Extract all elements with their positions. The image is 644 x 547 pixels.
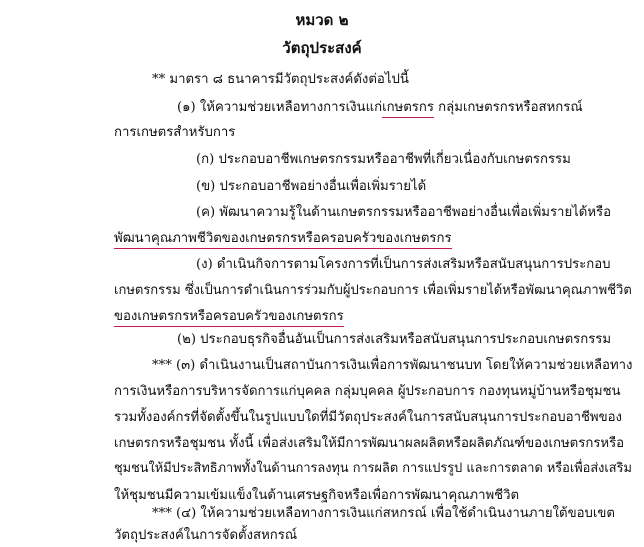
item-3-line-1: *** (๓) ดำเนินงานเป็นสถาบันการเงินเพื่อการพัฒนาชนบท โดยให้ความช่วยเหลือทาง — [152, 358, 633, 373]
item-1a: (ก) ประกอบอาชีพเกษตรกรรมหรืออาชีพที่เกี่ยวเนื่องกับเกษตรกรรม — [196, 152, 571, 167]
item-1c-line-1: (ค) พัฒนาความรู้ในด้านเกษตรกรรมหรืออาชีพอย่างอื่นเพื่อเพิ่มรายได้หรือ — [196, 205, 612, 220]
item-1-text-a: (๑) ให้ความช่วยเหลือทางการเงินแก่ — [177, 100, 383, 115]
item-3-line-6: ให้ชุมชนมีความเข้มแข็งในด้านเศรษฐกิจหรือเพื่อการพัฒนาคุณภาพชีวิต — [114, 488, 520, 503]
item-1c-line-2-wrap — [114, 232, 452, 245]
item-1d-line-3: ของเกษตรกรหรือครอบครัวของเกษตรกร — [114, 309, 344, 327]
item-4-line-1: *** (๔) ให้ความช่วยเหลือทางการเงินแก่สหกรณ์ เพื่อใช้ดำเนินงานภายใต้ขอบเขต — [152, 506, 615, 521]
section-8-intro: ** มาตรา ๘ ธนาคารมีวัตถุประสงค์ดังต่อไปนี้ — [152, 72, 409, 87]
item-4-line-2: วัตถุประสงค์ในการจัดตั้งสหกรณ์ — [114, 528, 298, 543]
chapter-heading: หมวด ๒ — [295, 11, 349, 29]
item-1-line-1 — [177, 101, 583, 114]
item-1d-line-1: (ง) ดำเนินกิจการตามโครงการที่เป็นการส่งเสริมหรือสนับสนุนการประกอบ — [196, 257, 611, 272]
chapter-title: วัตถุประสงค์ — [282, 39, 362, 57]
item-3-line-2: การเงินหรือการบริหารจัดการแก่บุคคล กลุ่มบุคคล ผู้ประกอบการ กองทุนหมู่บ้านหรือชุมชน — [114, 384, 621, 399]
item-1c-line-2: พัฒนาคุณภาพชีวิตของเกษตรกรหรือครอบครัวของเกษตรกร — [114, 231, 452, 249]
item-1d-line-2: เกษตรกรรม ซึ่งเป็นการดำเนินการร่วมกับผู้ประกอบการ เพื่อเพิ่มรายได้หรือพัฒนาคุณภาพชีวิต — [114, 283, 632, 298]
item-3-line-5: ชุมชนให้มีประสิทธิภาพทั้งในด้านการลงทุน การผลิต การแปรรูป และการตลาด หรือเพื่อส่งเสริม — [114, 461, 632, 476]
item-3-line-3: รวมทั้งองค์กรที่จัดตั้งขึ้นในรูปแบบใดที่มีวัตถุประสงค์ในการสนับสนุนการประกอบอาชีพของ — [114, 410, 622, 425]
underlined-farmer: เกษตรกร — [382, 100, 434, 118]
item-1-text-b: กลุ่มเกษตรกรหรือสหกรณ์ — [433, 100, 583, 115]
item-1-line-2: การเกษตรสำหรับการ — [114, 125, 236, 140]
item-3-line-4: เกษตรกรหรือชุมชน ทั้งนี้ เพื่อส่งเสริมให้มีการพัฒนาผลผลิตหรือผลิตภัณฑ์ของเกษตรกรหรือ — [114, 436, 625, 451]
item-1d-line-3-wrap — [114, 310, 344, 323]
item-1b: (ข) ประกอบอาชีพอย่างอื่นเพื่อเพิ่มรายได้ — [196, 179, 427, 194]
item-2: (๒) ประกอบธุรกิจอื่นอันเป็นการส่งเสริมหรือสนับสนุนการประกอบเกษตรกรรม — [177, 332, 612, 347]
